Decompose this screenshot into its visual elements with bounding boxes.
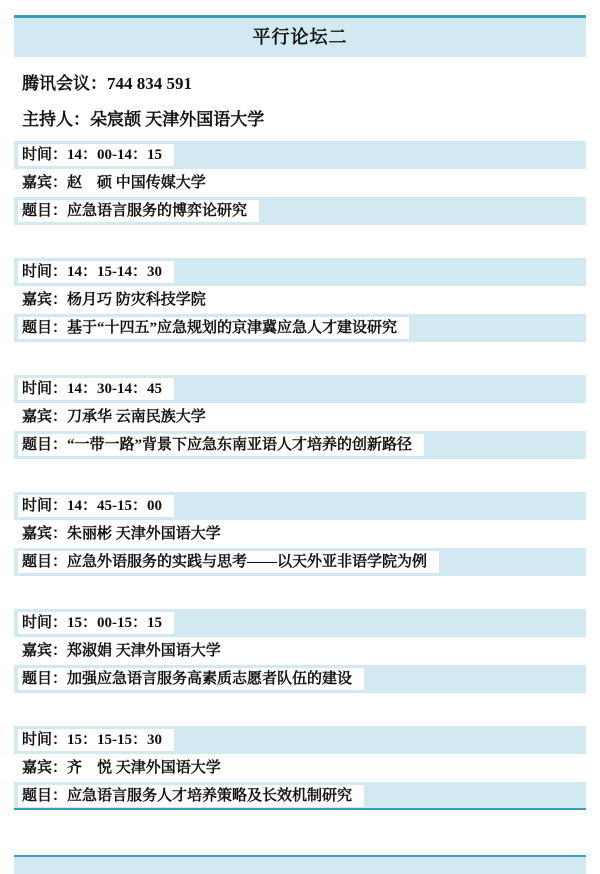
time-text: 时间：14：15-14：30 xyxy=(18,261,174,283)
guest-text: 赵 硕 中国传媒大学 xyxy=(67,175,206,191)
topic-text: 题目：“一带一路”背景下应急东南亚语人才培养的创新路径 xyxy=(18,434,424,456)
host-value: 朵宸颉 天津外国语大学 xyxy=(90,110,265,129)
time-text: 时间：15：00-15：15 xyxy=(18,612,174,634)
next-section-bar-partial xyxy=(14,855,586,874)
time-row xyxy=(14,141,586,169)
guest-row: 嘉宾：刀承华 云南民族大学 xyxy=(14,403,586,431)
session-list xyxy=(0,141,600,810)
meeting-id: 744 834 591 xyxy=(107,74,192,93)
guest-text: 郑淑娟 天津外国语大学 xyxy=(67,643,221,659)
guest-text: 杨月巧 防灾科技学院 xyxy=(67,292,206,308)
session-block-6 xyxy=(14,726,586,810)
forum-title: 平行论坛二 xyxy=(252,27,348,47)
topic-text: 题目：基于“十四五”应急规划的京津冀应急人才建设研究 xyxy=(18,317,409,339)
topic-text: 题目：加强应急语言服务高素质志愿者队伍的建设 xyxy=(18,668,364,690)
topic-row xyxy=(14,431,586,459)
forum-title-bar xyxy=(14,15,586,57)
topic-row xyxy=(14,314,586,342)
topic-text: 题目：应急语言服务人才培养策略及长效机制研究 xyxy=(18,785,364,807)
guest-row: 嘉宾：杨月巧 防灾科技学院 xyxy=(14,286,586,314)
session-block-2 xyxy=(14,258,586,342)
topic-row xyxy=(14,782,586,810)
time-text: 时间：14：00-14：15 xyxy=(18,144,174,166)
time-row xyxy=(14,609,586,637)
guest-row: 嘉宾：郑淑娟 天津外国语大学 xyxy=(14,637,586,665)
guest-text: 刀承华 云南民族大学 xyxy=(67,409,206,425)
topic-row xyxy=(14,197,586,225)
topic-row xyxy=(14,665,586,693)
time-row xyxy=(14,492,586,520)
topic-row xyxy=(14,548,586,576)
guest-row: 嘉宾：朱丽彬 天津外国语大学 xyxy=(14,520,586,548)
session-block-5 xyxy=(14,609,586,693)
time-row xyxy=(14,258,586,286)
session-block-1 xyxy=(14,141,586,225)
guest-row: 嘉宾：赵 硕 中国传媒大学 xyxy=(14,169,586,197)
meeting-info-row xyxy=(14,69,586,99)
host-info-row xyxy=(14,105,586,135)
topic-text: 题目：应急语言服务的博弈论研究 xyxy=(18,200,259,222)
time-row xyxy=(14,726,586,754)
time-text: 时间：15：15-15：30 xyxy=(18,729,174,751)
meeting-label: 腾讯会议： xyxy=(22,74,107,93)
time-text: 时间：14：45-15：00 xyxy=(18,495,174,517)
time-text: 时间：14：30-14：45 xyxy=(18,378,174,400)
guest-text: 齐 悦 天津外国语大学 xyxy=(67,760,221,776)
time-row xyxy=(14,375,586,403)
guest-text: 朱丽彬 天津外国语大学 xyxy=(67,526,221,542)
guest-row: 嘉宾：齐 悦 天津外国语大学 xyxy=(14,754,586,782)
host-label: 主持人： xyxy=(22,110,90,129)
topic-text: 题目：应急外语服务的实践与思考——以天外亚非语学院为例 xyxy=(18,551,439,573)
session-block-4 xyxy=(14,492,586,576)
session-block-3 xyxy=(14,375,586,459)
